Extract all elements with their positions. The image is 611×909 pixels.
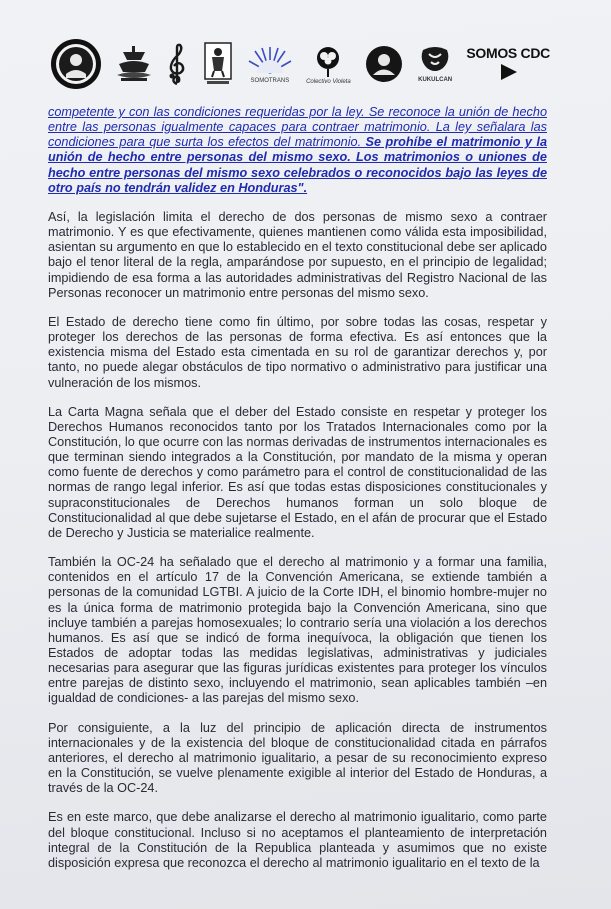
paragraph: También la OC-24 ha señalado que el derecho al matrimonio y a formar una familia, contenidos en el artículo 17 de la Convención Americana, se extiende también a personas de la comunidad LGTBI. A juicio de la Corte IDH, el binomio hombre-mujer no es la única forma de matrimonio protegida bajo la Convención Americana, sino que incluye también a parejas homosexuales; lo contrario sería una violación a los derechos humanos. Es así que se indicó de forma inequívoca, la obligación que tienen los Estados de adoptar todas las medidas legislativas, administrativas y judiciales necesarias para asegurar que las figuras jurídicas existentes para proteger los vínculos entre parejas de distinto sexo, incluyendo el matrimonio, sean aplicables también –en igualdad de condiciones- a las parejas del mismo sexo. xyxy=(48,555,547,706)
paragraph: Es en este marco, que debe analizarse el derecho al matrimonio igualitario, como parte del bloque constitucional. Incluso si no aceptamos el planteamiento de interpretación integral de la Constitución de la Republica planteada y asumimos que no existe disposición expresa que reconozca el derecho al matrimonio igualitario en el texto de la xyxy=(48,810,547,870)
constitution-quote xyxy=(48,105,547,196)
treble-clef-logo xyxy=(166,42,188,86)
quote-bold-text: Se prohíbe el matrimonio y la unión de hecho entre personas del mismo sexo. Los matrimonios o uniones de hecho entre personas del mismo sexo celebrados o reconocidos bajo las leyes de otro país no tendrán validez en Honduras". xyxy=(48,135,548,195)
paragraph: La Carta Magna señala que el deber del Estado consiste en respetar y proteger los Derechos Humanos reconocidos tanto por los Tratados Internacionales como por la Constitución, lo que ocurre con las normas derivadas de instrumentos internacionales es que terminan siendo integrados a la Constitución, por mandato de la misma y operan como fuente de derechos y como parámetro para el control de constitucionalidad de las normas de rango legal inferior. Es así que todas estas disposiciones constitucionales y supraconstitucionales de Derechos humanos forman un solo bloque de Constitucionalidad al que debe sujetarse el Estado, en el afán de procurar que el Estado de Derecho y Justicia se materialice realmente. xyxy=(48,404,547,540)
colectivo-caption: Colectivo Violeta xyxy=(306,78,351,85)
paragraph: Por consiguiente, a la luz del principio de aplicación directa de instrumentos internacionales y de la existencia del bloque de constitucionalidad citada en párrafos anteriores, el derecho al matrimonio igualitario, a pesar de su reconocimiento expreso en la Constitución, se vuelve plenamente exigible al interior del Estado de Honduras, a través de la OC-24. xyxy=(48,720,547,796)
paragraph: El Estado de derecho tiene como fin último, por sobre todas las cosas, respetar y proteger los derechos de las personas de forma efectiva. Es así entonces que la existencia misma del Estado esta cimentada en su rol de garantizar derechos y, por tanto, no puede alegar obstáculos de tipo normativo o administrativo para justificar una vulneración de los mismos. xyxy=(48,314,547,390)
somotrans-caption: SOMOTRANS xyxy=(250,77,290,84)
paragraph: Así, la legislación limita el derecho de dos personas de mismo sexo a contraer matrimonio. Y es que efectivamente, quienes mantienen como válida esta imposibilidad, asientan su argumento en que lo establecido en el texto constitucional debe ser aplicado bajo el tenor literal de la regla, amparándose por supuesto, en el principio de legalidad; impidiendo de esa forma a las autoridades administrativas del Registro Nacional de las Personas reconocer un matrimonio entre personas del mismo sexo. xyxy=(48,209,547,300)
ship-logo xyxy=(115,44,153,84)
kukulcan-logo xyxy=(417,46,453,83)
kukulcan-caption: KUKULCAN xyxy=(418,76,453,83)
emblem-logo xyxy=(364,44,404,84)
document-body xyxy=(48,105,547,885)
somos-cdc-wordmark: SOMOS CDC xyxy=(466,45,550,61)
colectivo-logo xyxy=(306,44,351,85)
logo-header xyxy=(50,34,550,94)
figure-logo xyxy=(202,41,234,87)
somos-cdc-logo xyxy=(466,45,550,83)
somotrans-logo xyxy=(247,45,293,84)
quote-text: competente y con las condiciones requeridas por la ley. Se reconoce la unión de hecho entre las personas igualmente capaces para contraer matrimonio. La ley señalara las condiciones para que surta los efectos del matrimonio. xyxy=(48,105,547,150)
seal-logo xyxy=(50,38,102,90)
